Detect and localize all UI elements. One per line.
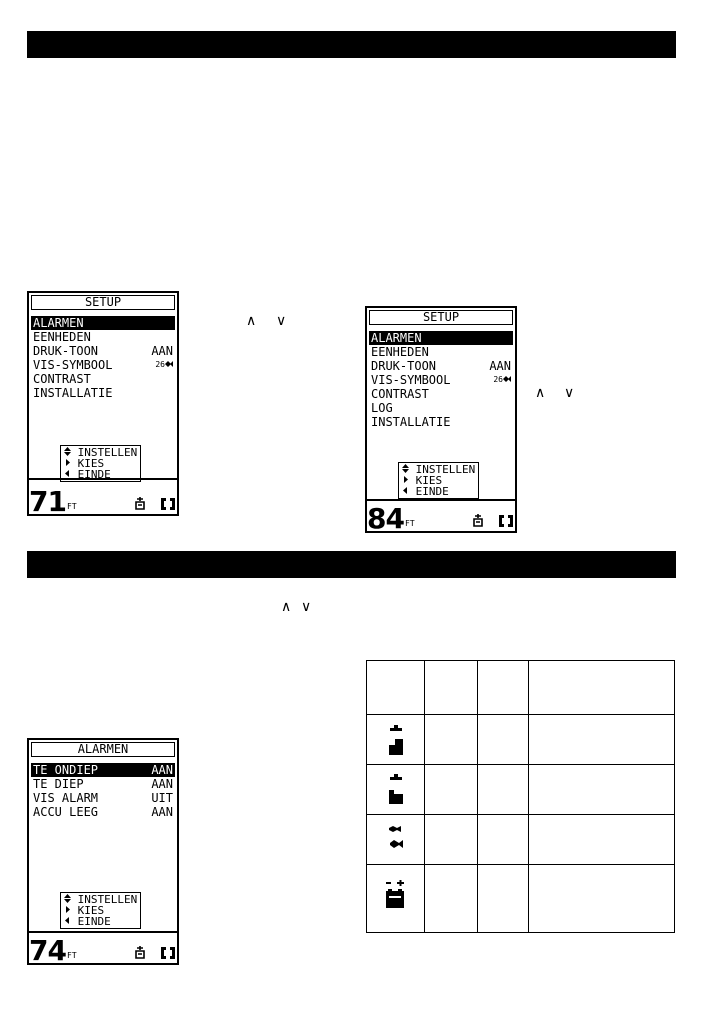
- table-divider: [367, 714, 674, 715]
- down-arrow-icon: ∨: [564, 385, 575, 401]
- alarm-table: [366, 660, 675, 933]
- anchor-icon: [135, 497, 145, 510]
- left-triangle-icon: [64, 916, 71, 925]
- menu-exit-row[interactable]: EINDE: [64, 916, 137, 927]
- table-divider: [367, 764, 674, 765]
- right-triangle-icon: [402, 475, 409, 484]
- alarm-item-too-deep[interactable]: TE DIEP AAN: [33, 777, 173, 791]
- menu-item-units[interactable]: EENHEDEN: [33, 330, 91, 344]
- depth-readout: 74: [29, 934, 66, 967]
- setup-screen-2: [365, 306, 517, 533]
- right-triangle-icon: [64, 458, 71, 467]
- left-triangle-icon: [64, 469, 71, 478]
- section-header-bar-1: [27, 31, 676, 58]
- menu-item-fish-symbol[interactable]: VIS-SYMBOOL 26: [31, 358, 175, 372]
- menu-item-units[interactable]: EENHEDEN: [371, 345, 429, 359]
- down-arrow-icon: ∨: [276, 313, 287, 329]
- up-arrow-icon: ∧: [281, 599, 292, 615]
- table-divider: [367, 864, 674, 865]
- deep-alarm-icon: [385, 774, 407, 804]
- screen-title: SETUP: [369, 310, 513, 325]
- soft-key-menu: [60, 445, 141, 482]
- table-divider: [424, 661, 425, 932]
- anchor-icon: [473, 514, 483, 527]
- menu-item-contrast[interactable]: CONTRAST: [33, 372, 91, 386]
- depth-unit: FT: [67, 502, 77, 511]
- battery-icon: [161, 947, 175, 959]
- depth-unit: FT: [405, 519, 415, 528]
- down-arrow-icon: ∨: [301, 599, 312, 615]
- screen-title: SETUP: [31, 295, 175, 310]
- alarms-screen: [27, 738, 179, 965]
- menu-exit-row[interactable]: EINDE: [64, 469, 137, 480]
- table-divider: [367, 814, 674, 815]
- alarm-item-too-shallow[interactable]: TE ONDIEP AAN: [33, 763, 173, 777]
- battery-icon: [499, 515, 513, 527]
- depth-unit: FT: [67, 951, 77, 960]
- menu-select-row[interactable]: KIES: [402, 475, 475, 486]
- menu-set-row[interactable]: INSTELLEN: [64, 447, 137, 458]
- menu-item-key-tone[interactable]: DRUK-TOON AAN: [371, 359, 511, 373]
- menu-item-installation[interactable]: INSTALLATIE: [33, 386, 113, 400]
- menu-item-installation[interactable]: INSTALLATIE: [371, 415, 451, 429]
- anchor-icon: [135, 946, 145, 959]
- up-arrow-icon: ∧: [535, 385, 546, 401]
- battery-low-icon: [383, 879, 407, 909]
- shallow-alarm-icon: [385, 725, 407, 755]
- setup-screen-1: [27, 291, 179, 516]
- menu-item-alarms[interactable]: ALARMEN: [31, 316, 175, 330]
- section-header-bar-2: [27, 551, 676, 578]
- menu-item-log[interactable]: LOG: [371, 401, 393, 415]
- right-triangle-icon: [64, 905, 71, 914]
- up-down-triangle-icon: [64, 894, 71, 903]
- battery-icon: [161, 498, 175, 510]
- left-triangle-icon: [402, 486, 409, 495]
- menu-select-row[interactable]: KIES: [64, 905, 137, 916]
- table-divider: [528, 661, 529, 932]
- menu-item-alarms[interactable]: ALARMEN: [369, 331, 513, 345]
- alarm-item-fish-alarm[interactable]: VIS ALARM UIT: [33, 791, 173, 805]
- screen-title: ALARMEN: [31, 742, 175, 757]
- status-bar: [367, 499, 515, 535]
- depth-readout: 71: [29, 485, 66, 518]
- up-down-triangle-icon: [64, 447, 71, 456]
- menu-item-contrast[interactable]: CONTRAST: [371, 387, 429, 401]
- menu-item-fish-symbol[interactable]: VIS-SYMBOOL 26: [369, 373, 513, 387]
- menu-set-row[interactable]: INSTELLEN: [402, 464, 475, 475]
- menu-exit-row[interactable]: EINDE: [402, 486, 475, 497]
- menu-set-row[interactable]: INSTELLEN: [64, 894, 137, 905]
- status-bar: [29, 931, 177, 967]
- depth-readout: 84: [367, 502, 404, 535]
- up-arrow-icon: ∧: [246, 313, 257, 329]
- menu-select-row[interactable]: KIES: [64, 458, 137, 469]
- fish-alarm-icon: [385, 824, 407, 854]
- menu-item-key-tone[interactable]: DRUK-TOON AAN: [33, 344, 173, 358]
- fish-icon: [165, 361, 173, 367]
- soft-key-menu: [60, 892, 141, 929]
- fish-icon: [503, 376, 511, 382]
- soft-key-menu: [398, 462, 479, 499]
- status-bar: [29, 478, 177, 518]
- alarm-item-battery-low[interactable]: ACCU LEEG AAN: [33, 805, 173, 819]
- up-down-triangle-icon: [402, 464, 409, 473]
- table-divider: [477, 661, 478, 932]
